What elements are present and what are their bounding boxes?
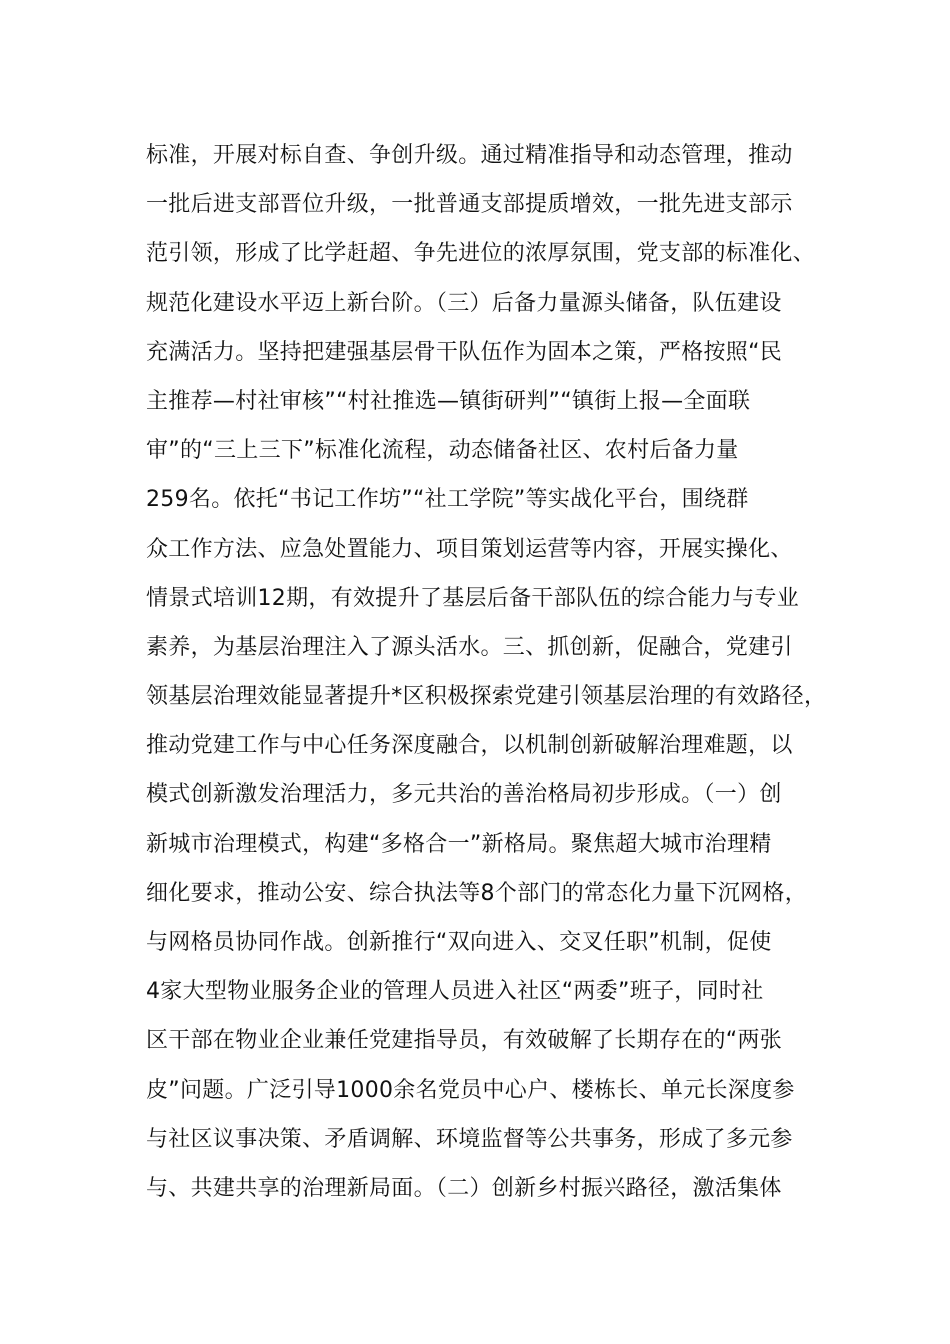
text-line: 众工作方法、应急处置能力、项目策划运营等内容，开展实操化、 bbox=[146, 536, 793, 562]
text-line: 模式创新激发治理活力，多元共治的善治格局初步形成。（一）创 bbox=[146, 782, 782, 808]
text-line: 情景式培训12期，有效提升了基层后备干部队伍的综合能力与专业 bbox=[146, 585, 799, 611]
text-line: 皮”问题。广泛引导1000余名党员中心户、楼栋长、单元长深度参 bbox=[146, 1077, 795, 1103]
text-line: 范引领，形成了比学赶超、争先进位的浓厚氛围，党支部的标准化、 bbox=[146, 241, 816, 267]
text-line: 与、共建共享的治理新局面。（二）创新乡村振兴路径，激活集体 bbox=[146, 1175, 782, 1201]
text-line: 区干部在物业企业兼任党建指导员，有效破解了长期存在的“两张 bbox=[146, 1028, 783, 1054]
text-line: 充满活力。坚持把建强基层骨干队伍作为固本之策，严格按照“民 bbox=[146, 339, 783, 365]
text-line: 4家大型物业服务企业的管理人员进入社区“两委”班子，同时社 bbox=[146, 979, 764, 1005]
text-line: 素养，为基层治理注入了源头活水。三、抓创新，促融合，党建引 bbox=[146, 634, 793, 660]
text-line: 259名。依托“书记工作坊”“社工学院”等实战化平台，围绕群 bbox=[146, 487, 749, 513]
text-line: 一批后进支部晋位升级，一批普通支部提质增效，一批先进支部示 bbox=[146, 192, 793, 218]
body-text bbox=[146, 131, 836, 1213]
text-line: 主推荐—村社审核”“村社推选—镇街研判”“镇街上报—全面联 bbox=[146, 388, 751, 414]
text-line: 与社区议事决策、矛盾调解、环境监督等公共事务，形成了多元参 bbox=[146, 1126, 793, 1152]
text-line: 审”的“三上三下”标准化流程，动态储备社区、农村后备力量 bbox=[146, 438, 739, 464]
text-line: 标准，开展对标自查、争创升级。通过精准指导和动态管理，推动 bbox=[146, 143, 793, 168]
text-line: 推动党建工作与中心任务深度融合，以机制创新破解治理难题，以 bbox=[146, 733, 793, 759]
text-line: 细化要求，推动公安、综合执法等8个部门的常态化力量下沉网格， bbox=[146, 880, 807, 906]
text-line: 规范化建设水平迈上新台阶。（三）后备力量源头储备，队伍建设 bbox=[146, 290, 782, 316]
text-line: 与网格员协同作战。创新推行“双向进入、交叉任职”机制，促使 bbox=[146, 930, 772, 955]
text-line: 新城市治理模式，构建“多格合一”新格局。聚焦超大城市治理精 bbox=[146, 831, 772, 857]
text-line: 领基层治理效能显著提升*区积极探索党建引领基层治理的有效路径， bbox=[146, 684, 827, 710]
